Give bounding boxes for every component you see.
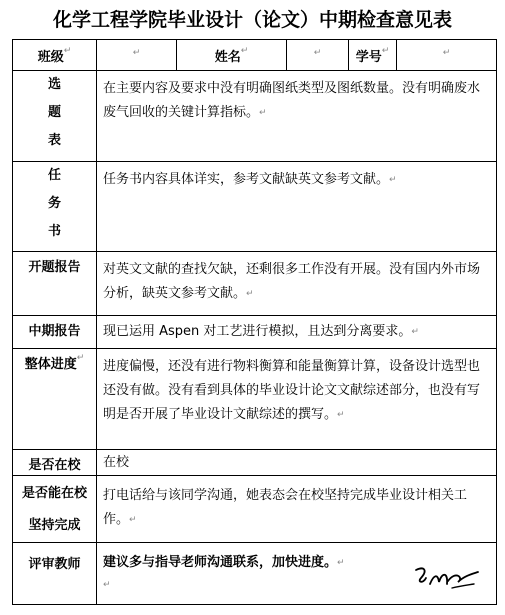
class-value-cell: ↵ (97, 40, 177, 71)
row-label-progress: 整体进度↵ (13, 349, 97, 450)
row-label-persist: 是否能在校 坚持完成 (13, 476, 97, 543)
table-row (13, 252, 497, 316)
row-label-midterm: 中期报告 (13, 316, 97, 349)
row-content-topic: 在主要内容及要求中没有明确图纸类型及图纸数量。没有明确废水废气回收的关键计算指标。↵ (97, 71, 497, 162)
class-label: 班级 (37, 49, 64, 65)
row-content-proposal: 对英文文献的查找欠缺，还剩很多工作没有开展。没有国内外市场分析，缺英文参考文献。↵ (97, 252, 497, 316)
table-row (13, 476, 497, 543)
page-title: 化学工程学院毕业设计（论文）中期检查意见表 (52, 9, 452, 31)
table-row (13, 349, 497, 450)
row-content-midterm: 现已运用 Aspen 对工艺进行模拟，且达到分离要求。↵ (97, 316, 497, 349)
row-label-on-campus: 是否在校 (13, 450, 97, 476)
table-row (13, 316, 497, 349)
row-label-task: 任 务 书 (13, 162, 97, 252)
table-row (13, 71, 497, 162)
table-row (13, 543, 497, 605)
table-row (13, 450, 497, 476)
table-row (13, 162, 497, 252)
row-content-task: 任务书内容具体详实，参考文献缺英文参考文献。↵ (97, 162, 497, 252)
name-label: 姓名 (214, 49, 241, 65)
row-content-persist: 打电话给与该同学沟通，她表态会在校坚持完成毕业设计相关工作。↵ (97, 476, 497, 543)
row-label-proposal: 开题报告 (13, 252, 97, 316)
row-label-reviewer: 评审教师 (13, 543, 97, 605)
row-content-on-campus: 在校 (97, 450, 497, 476)
row-content-progress: 进度偏慢，还没有进行物料衡算和能量衡算计算，设备设计选型也还没有做。没有看到具体的毕业设计论文文献综述部分，也没有写明是否开展了毕业设计文献综述的撰写。↵ (97, 349, 497, 450)
name-value-cell: ↵ (287, 40, 349, 71)
row-content-reviewer: 建议多与指导老师沟通联系，加快进度。↵ ↵ (97, 543, 497, 605)
row-label-topic: 选 题 表 (13, 71, 97, 162)
student-id-value-cell: ↵ (397, 40, 497, 71)
review-form-table (12, 39, 497, 605)
header-row (13, 40, 497, 71)
student-id-label-cell: 学号↵ (349, 40, 397, 71)
class-label-cell: 班级↵ (13, 40, 97, 71)
reviewer-signature (412, 564, 482, 592)
student-id-label: 学号 (355, 49, 382, 65)
name-label-cell: 姓名↵ (177, 40, 287, 71)
